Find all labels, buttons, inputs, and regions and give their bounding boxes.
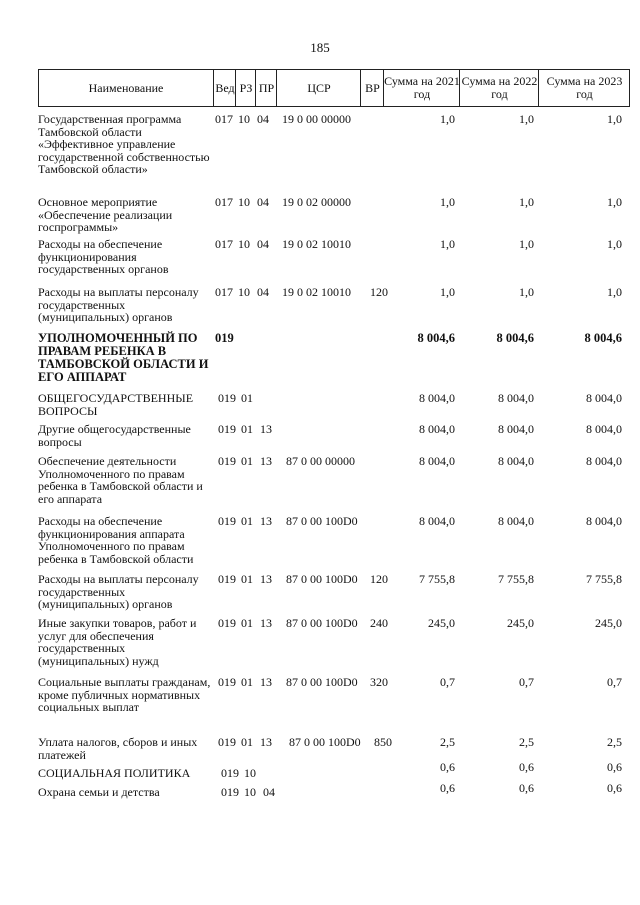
row-ved: 017 xyxy=(215,285,233,299)
row-ved: 017 xyxy=(215,237,233,251)
row-rz: 01 xyxy=(241,422,253,436)
row-pr: 13 xyxy=(260,616,272,630)
row-sum-2022: 8 004,0 xyxy=(498,391,534,405)
row-ved: 019 xyxy=(218,422,236,436)
row-sum-2023: 0,6 xyxy=(607,760,622,774)
row-name: Другие общегосударственные вопросы xyxy=(38,422,191,449)
row-sum-2023: 8 004,0 xyxy=(586,454,622,468)
header-rz: РЗ xyxy=(235,70,256,106)
row-sum-2021: 7 755,8 xyxy=(419,572,455,586)
row-ved: 019 xyxy=(218,735,236,749)
row-rz: 10 xyxy=(238,285,250,299)
row-sum-2021: 245,0 xyxy=(428,616,455,630)
row-sum-2022: 245,0 xyxy=(507,616,534,630)
row-sum-2022: 7 755,8 xyxy=(498,572,534,586)
row-rz: 10 xyxy=(238,237,250,251)
row-rz: 01 xyxy=(241,735,253,749)
row-rz: 10 xyxy=(238,112,250,126)
row-sum-2022: 8 004,0 xyxy=(498,514,534,528)
row-sum-2021: 0,6 xyxy=(440,781,455,795)
row-vr: 850 xyxy=(374,735,392,749)
row-ved: 019 xyxy=(218,675,236,689)
row-ved: 019 xyxy=(221,766,239,780)
row-name: ОБЩЕГОСУДАРСТВЕННЫЕ ВОПРОСЫ xyxy=(38,391,194,418)
row-name: Расходы на выплаты персоналу государственных (муниципальных) органов xyxy=(38,572,199,611)
row-sum-2022: 0,6 xyxy=(519,781,534,795)
row-sum-2023: 7 755,8 xyxy=(586,572,622,586)
row-pr: 13 xyxy=(260,514,272,528)
row-sum-2023: 0,6 xyxy=(607,781,622,795)
row-sum-2021: 8 004,0 xyxy=(419,422,455,436)
row-rz: 01 xyxy=(241,675,253,689)
row-sum-2022: 1,0 xyxy=(519,285,534,299)
row-name: Обеспечение деятельности Уполномоченного по правам ребенка в Тамбовской области и его аппарата xyxy=(38,454,203,506)
row-sum-2022: 8 004,6 xyxy=(496,331,534,345)
row-ved: 017 xyxy=(215,195,233,209)
row-name: Государственная программа Тамбовской области «Эффективное управление государственной собственностью Тамбовской области» xyxy=(38,112,210,176)
row-sum-2022: 1,0 xyxy=(519,112,534,126)
row-rz: 01 xyxy=(241,391,253,405)
row-rz: 01 xyxy=(241,514,253,528)
row-sum-2021: 8 004,0 xyxy=(419,454,455,468)
row-sum-2021: 0,7 xyxy=(440,675,455,689)
row-csr: 19 0 02 10010 xyxy=(282,285,351,299)
row-sum-2021: 8 004,0 xyxy=(419,514,455,528)
header-ved: Вед xyxy=(213,70,236,106)
row-name: Охрана семьи и детства xyxy=(38,785,160,799)
row-sum-2022: 0,7 xyxy=(519,675,534,689)
row-ved: 019 xyxy=(218,572,236,586)
row-csr: 87 0 00 100D0 xyxy=(286,514,358,528)
row-sum-2023: 2,5 xyxy=(607,735,622,749)
row-csr: 19 0 02 00000 xyxy=(282,195,351,209)
row-sum-2021: 1,0 xyxy=(440,237,455,251)
row-sum-2021: 1,0 xyxy=(440,112,455,126)
row-sum-2023: 1,0 xyxy=(607,237,622,251)
header-sum-2021: Сумма на 2021 год xyxy=(383,70,460,106)
row-sum-2021: 1,0 xyxy=(440,285,455,299)
row-pr: 04 xyxy=(257,195,269,209)
row-pr: 13 xyxy=(260,454,272,468)
row-ved: 019 xyxy=(215,331,234,345)
row-pr: 13 xyxy=(260,422,272,436)
row-sum-2023: 1,0 xyxy=(607,112,622,126)
row-ved: 019 xyxy=(218,616,236,630)
row-vr: 120 xyxy=(370,285,388,299)
row-sum-2023: 8 004,0 xyxy=(586,391,622,405)
row-sum-2022: 1,0 xyxy=(519,237,534,251)
header-name: Наименование xyxy=(88,80,164,95)
row-csr: 87 0 00 100D0 xyxy=(286,675,358,689)
row-sum-2021: 1,0 xyxy=(440,195,455,209)
row-rz: 01 xyxy=(241,616,253,630)
row-ved: 019 xyxy=(221,785,239,799)
row-pr: 04 xyxy=(257,237,269,251)
row-sum-2021: 8 004,0 xyxy=(419,391,455,405)
row-csr: 19 0 02 10010 xyxy=(282,237,351,251)
row-pr: 13 xyxy=(260,675,272,689)
header-csr: ЦСР xyxy=(276,70,361,106)
row-pr: 04 xyxy=(263,785,275,799)
row-ved: 019 xyxy=(218,454,236,468)
row-rz: 10 xyxy=(244,785,256,799)
row-vr: 240 xyxy=(370,616,388,630)
row-sum-2023: 245,0 xyxy=(595,616,622,630)
row-csr: 87 0 00 100D0 xyxy=(286,616,358,630)
row-name: Расходы на обеспечение функционирования государственных органов xyxy=(38,237,169,276)
row-sum-2021: 0,6 xyxy=(440,760,455,774)
row-rz: 10 xyxy=(244,766,256,780)
row-csr: 87 0 00 00000 xyxy=(286,454,355,468)
row-sum-2022: 0,6 xyxy=(519,760,534,774)
row-pr: 04 xyxy=(257,112,269,126)
row-sum-2023: 8 004,0 xyxy=(586,422,622,436)
row-sum-2023: 8 004,6 xyxy=(584,331,622,345)
row-sum-2022: 2,5 xyxy=(519,735,534,749)
row-sum-2023: 1,0 xyxy=(607,195,622,209)
header-pr: ПР xyxy=(255,70,277,106)
row-name: Основное мероприятие «Обеспечение реализации госпрограммы» xyxy=(38,195,173,234)
header-sum-2023: Сумма на 2023 год xyxy=(538,70,630,106)
row-sum-2022: 8 004,0 xyxy=(498,422,534,436)
row-vr: 320 xyxy=(370,675,388,689)
row-sum-2022: 1,0 xyxy=(519,195,534,209)
row-name: Расходы на обеспечение функционирования аппарата Уполномоченного по правам ребенка в Тамбовской области xyxy=(38,514,194,566)
header-sum-2022: Сумма на 2022 год xyxy=(459,70,539,106)
row-vr: 120 xyxy=(370,572,388,586)
row-name: Уплата налогов, сборов и иных платежей xyxy=(38,735,198,762)
row-ved: 019 xyxy=(218,514,236,528)
page-number: 185 xyxy=(310,40,330,55)
row-pr: 04 xyxy=(257,285,269,299)
row-name: Иные закупки товаров, работ и услуг для обеспечения государственных (муниципальных) нужд xyxy=(38,616,197,668)
row-name: СОЦИАЛЬНАЯ ПОЛИТИКА xyxy=(38,766,191,780)
row-sum-2021: 2,5 xyxy=(440,735,455,749)
row-csr: 87 0 00 100D0 xyxy=(289,735,361,749)
row-csr: 19 0 00 00000 xyxy=(282,112,351,126)
header-vr: ВР xyxy=(360,70,384,106)
row-pr: 13 xyxy=(260,572,272,586)
row-name: УПОЛНОМОЧЕННЫЙ ПО ПРАВАМ РЕБЕНКА В ТАМБОВСКОЙ ОБЛАСТИ И ЕГО АППАРАТ xyxy=(38,331,209,384)
row-pr: 13 xyxy=(260,735,272,749)
table-header xyxy=(38,69,630,107)
row-rz: 01 xyxy=(241,454,253,468)
row-rz: 01 xyxy=(241,572,253,586)
row-sum-2023: 1,0 xyxy=(607,285,622,299)
row-rz: 10 xyxy=(238,195,250,209)
row-sum-2023: 8 004,0 xyxy=(586,514,622,528)
row-sum-2022: 8 004,0 xyxy=(498,454,534,468)
row-ved: 017 xyxy=(215,112,233,126)
row-sum-2021: 8 004,6 xyxy=(417,331,455,345)
row-name: Социальные выплаты гражданам, кроме публичных нормативных социальных выплат xyxy=(38,675,211,714)
row-sum-2023: 0,7 xyxy=(607,675,622,689)
row-ved: 019 xyxy=(218,391,236,405)
row-name: Расходы на выплаты персоналу государственных (муниципальных) органов xyxy=(38,285,199,324)
row-csr: 87 0 00 100D0 xyxy=(286,572,358,586)
